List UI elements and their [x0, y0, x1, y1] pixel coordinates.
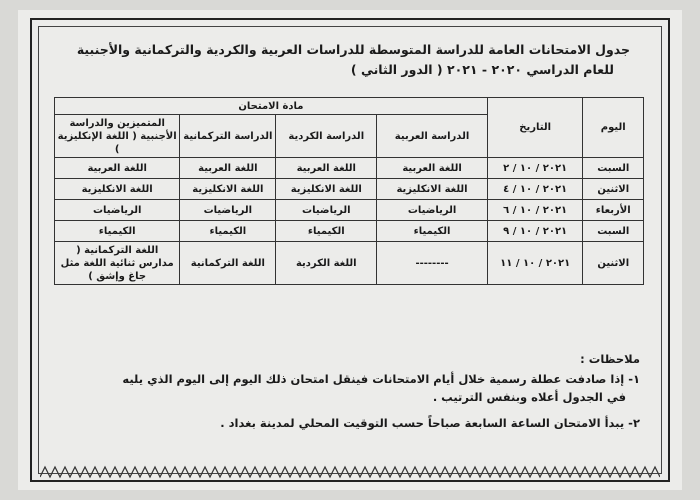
- table-header-row: [55, 98, 644, 115]
- cell-date: ٢٠٢١ / ١٠ / ٢: [487, 158, 583, 179]
- cell-foreign: اللغة التركمانية ( مدارس ثنائية اللغة مثل جاغ وإشق ): [55, 242, 180, 285]
- cell-foreign: اللغة العربية: [55, 158, 180, 179]
- cell-turkmen: الرياضيات: [180, 200, 276, 221]
- cell-day: الاثنين: [583, 242, 644, 285]
- cell-turkmen: اللغة الانكليزية: [180, 179, 276, 200]
- cell-day: الأربعاء: [583, 200, 644, 221]
- notes-heading: ملاحظات :: [580, 352, 640, 366]
- header-foreign: المتميزين والدراسة الأجنبية ( اللغة الإنكليزية ): [55, 115, 180, 158]
- cell-kurdish: اللغة العربية: [276, 158, 377, 179]
- cell-kurdish: اللغة الانكليزية: [276, 179, 377, 200]
- cell-date: ٢٠٢١ / ١٠ / ٤: [487, 179, 583, 200]
- cell-kurdish: الرياضيات: [276, 200, 377, 221]
- table-row: [55, 242, 644, 285]
- cell-kurdish: اللغة الكردية: [276, 242, 377, 285]
- header-subject-group: مادة الامتحان: [55, 98, 488, 115]
- exam-schedule-table: [54, 97, 644, 285]
- cell-foreign: الكيمياء: [55, 221, 180, 242]
- title-line-2: للعام الدراسي ٢٠٢٠ - ٢٠٢١ ( الدور الثاني ): [350, 62, 614, 77]
- cell-turkmen: الكيمياء: [180, 221, 276, 242]
- header-turkmen: الدراسة التركمانية: [180, 115, 276, 158]
- cell-arabic: الرياضيات: [377, 200, 488, 221]
- cell-foreign: الرياضيات: [55, 200, 180, 221]
- cell-date: ٢٠٢١ / ١٠ / ١١: [487, 242, 583, 285]
- table-row: [55, 200, 644, 221]
- cell-day: السبت: [583, 158, 644, 179]
- note-1-line-1: ١- إذا صادفت عطلة رسمية خلال أيام الامتحانات فينقل امتحان ذلك اليوم إلى اليوم الذي يليه: [122, 372, 640, 386]
- cell-arabic: اللغة العربية: [377, 158, 488, 179]
- cell-arabic: --------: [377, 242, 488, 285]
- cell-kurdish: الكيمياء: [276, 221, 377, 242]
- cell-foreign: اللغة الانكليزية: [55, 179, 180, 200]
- table-row: [55, 158, 644, 179]
- note-1-line-2: في الجدول أعلاه وبنفس الترتيب .: [432, 390, 626, 404]
- cell-date: ٢٠٢١ / ١٠ / ٩: [487, 221, 583, 242]
- cell-day: السبت: [583, 221, 644, 242]
- header-arabic: الدراسة العربية: [377, 115, 488, 158]
- title-line-1: جدول الامتحانات العامة للدراسة المتوسطة للدراسات العربية والكردية والتركمانية والأجنبية: [76, 42, 630, 57]
- header-day: اليوم: [583, 98, 644, 158]
- cell-day: الاثنين: [583, 179, 644, 200]
- note-2: ٢- يبدأ الامتحان الساعة السابعة صباحاً حسب التوقيت المحلي لمدينة بغداد .: [220, 416, 640, 430]
- table-row: [55, 221, 644, 242]
- cell-date: ٢٠٢١ / ١٠ / ٦: [487, 200, 583, 221]
- header-kurdish: الدراسة الكردية: [276, 115, 377, 158]
- document-title: [40, 40, 630, 80]
- cell-turkmen: اللغة العربية: [180, 158, 276, 179]
- cell-arabic: الكيمياء: [377, 221, 488, 242]
- cell-arabic: اللغة الانكليزية: [377, 179, 488, 200]
- decorative-zigzag-border: [40, 465, 660, 479]
- header-date: التاريخ: [487, 98, 583, 158]
- cell-turkmen: اللغة التركمانية: [180, 242, 276, 285]
- notes-section: [40, 350, 640, 432]
- table-row: [55, 179, 644, 200]
